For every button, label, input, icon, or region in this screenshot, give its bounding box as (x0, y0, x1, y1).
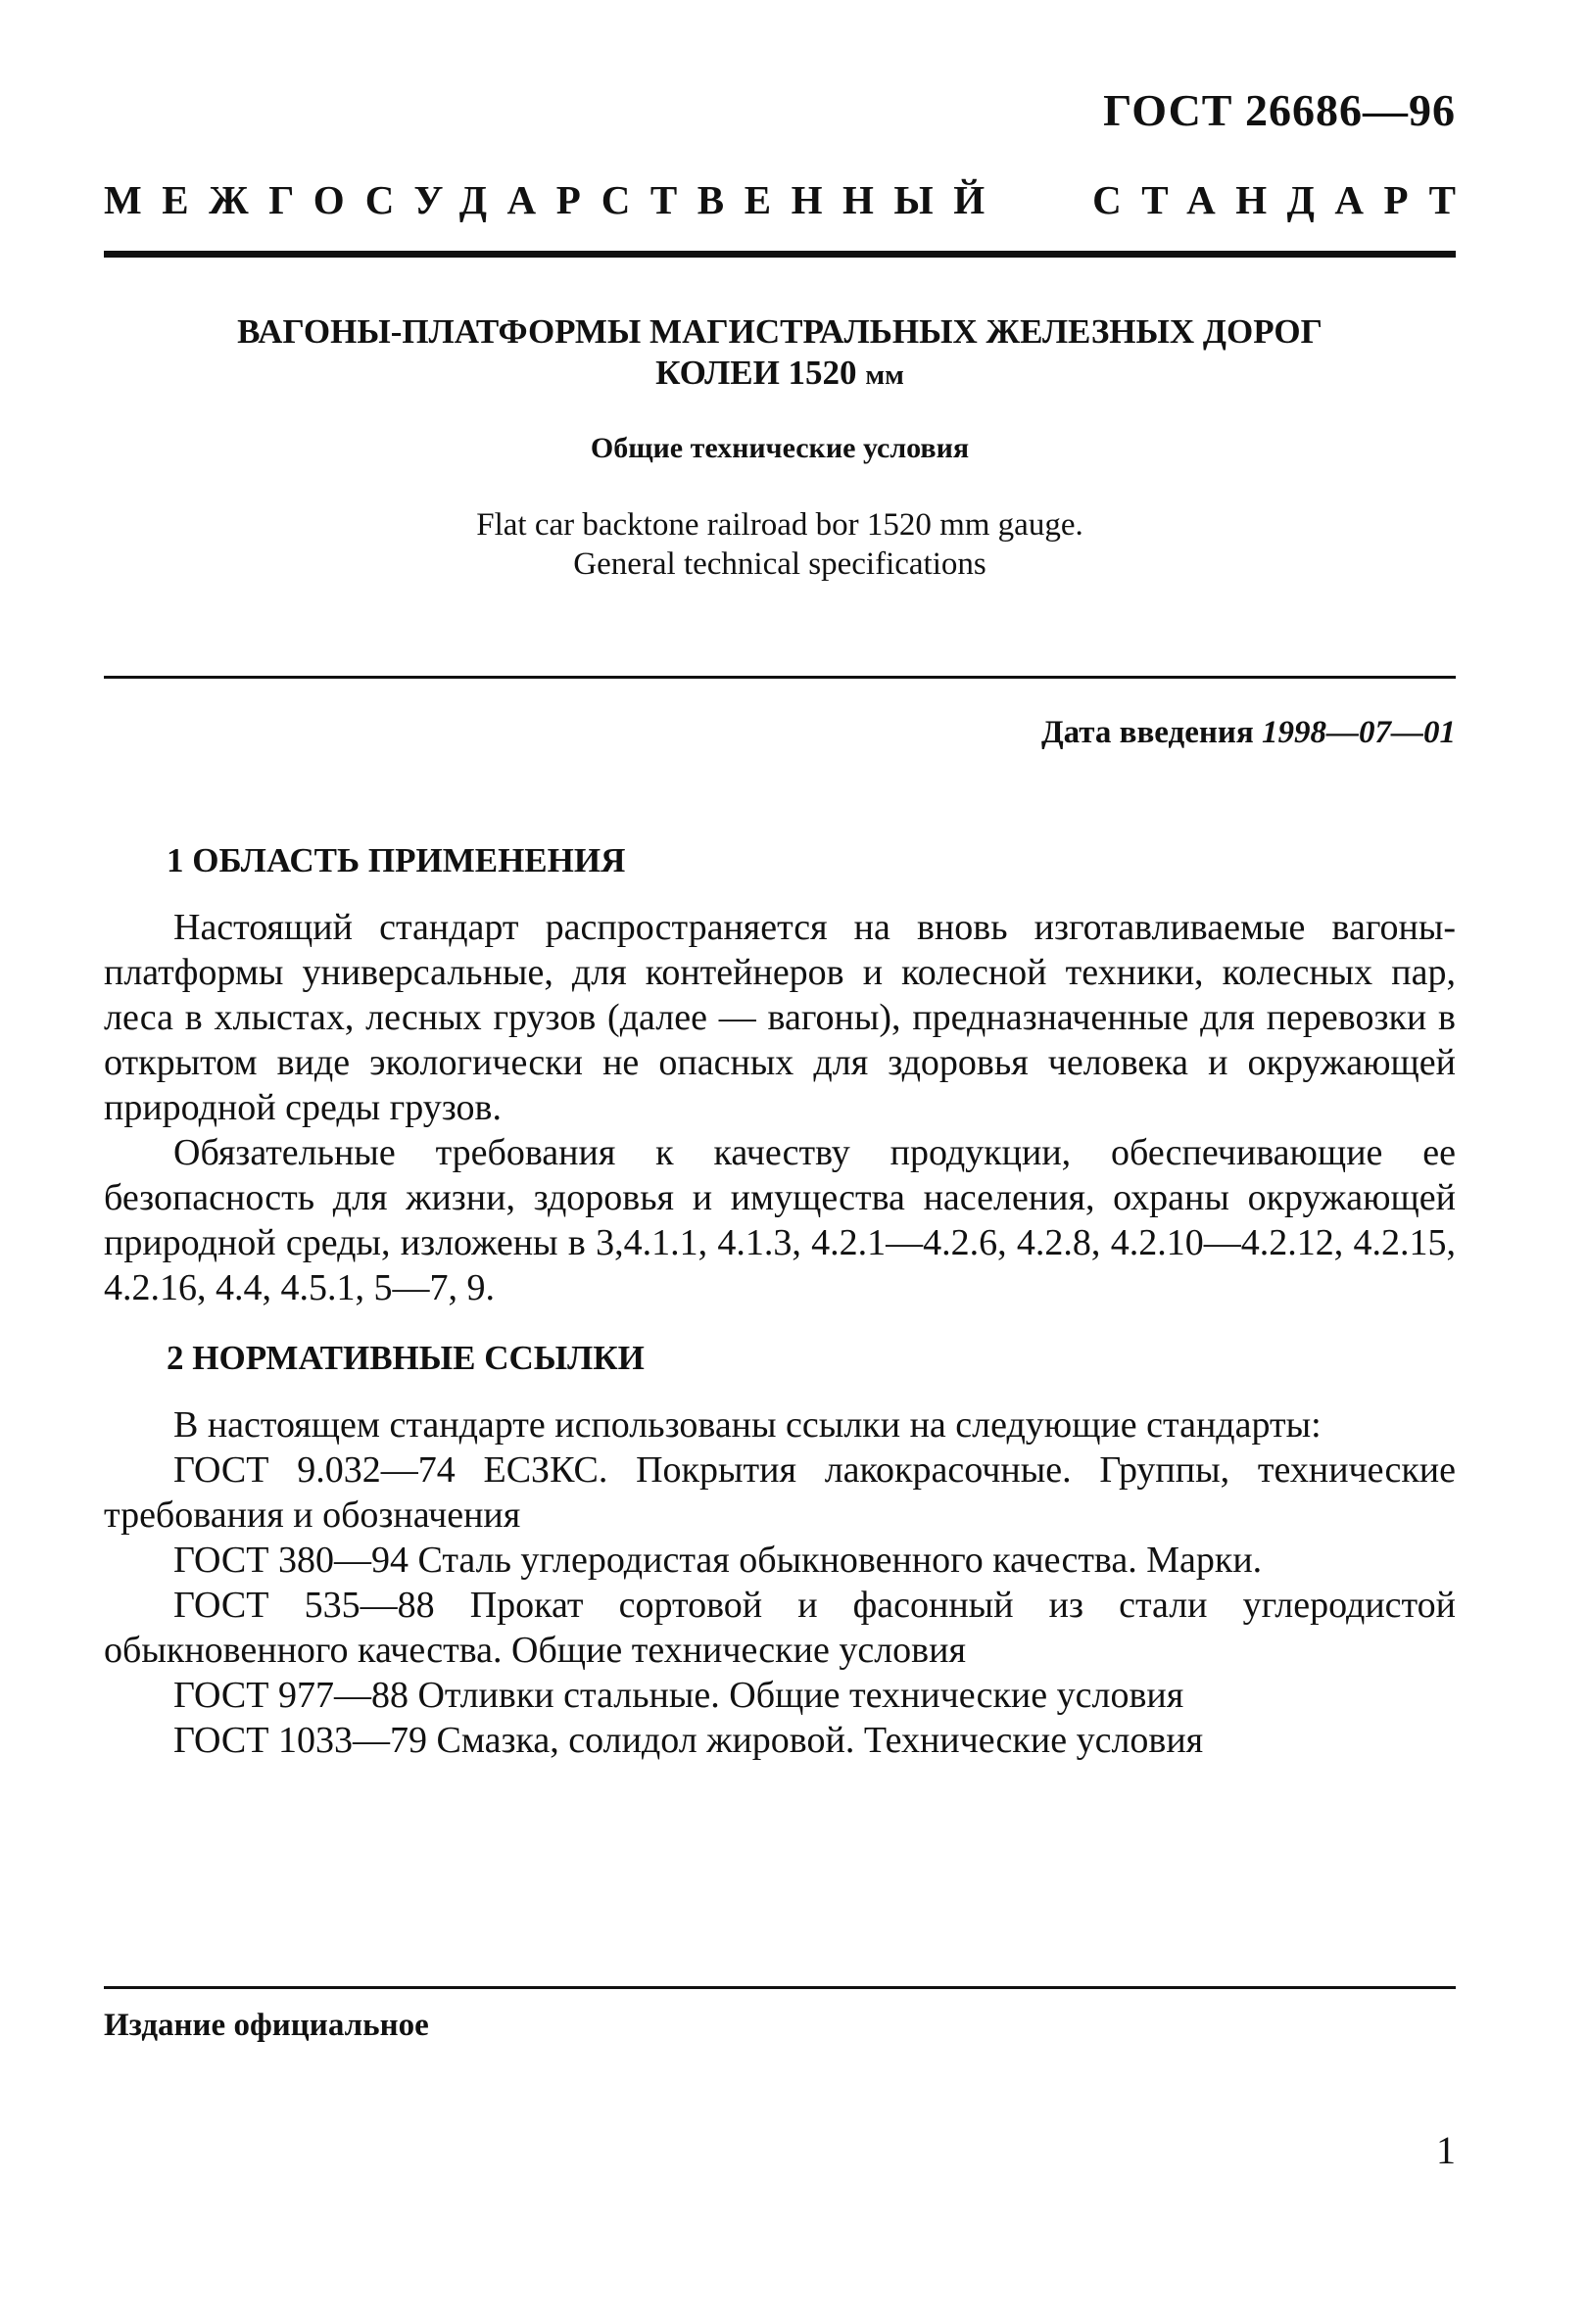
section-2-heading: 2 НОРМАТИВНЫЕ ССЫЛКИ (167, 1339, 645, 1377)
reference-item: ГОСТ 1033—79 Смазка, солидол жировой. Технические условия (173, 1720, 1204, 1761)
page-number: 1 (1436, 2128, 1456, 2172)
reference-item: ГОСТ 380—94 Сталь углеродистая обыкновенного качества. Марки. (173, 1540, 1263, 1581)
standard-banner (104, 176, 1476, 223)
official-edition-note: Издание официальное (104, 2008, 429, 2043)
header-rule (104, 251, 1456, 258)
section-1-paragraph-1: Настоящий стандарт распространяется на вновь изготавливаемые вагоны-платформы универсальные, для контейнеров и колесной техники, колесных пар, леса в хлыстах, лесных грузов (далее — вагоны), предназначенные для перевозки в открытом виде экологически не опасных для здоровья человека и окружающей природной среды грузов. (104, 907, 1456, 1128)
footer-divider (104, 1986, 1456, 1989)
section-1-paragraph-2: Обязательные требования к качеству продукции, обеспечивающие ее безопасность для жизни, здоровья и имущества населения, охраны окружающей природной среды, изложены в 3,4.1.1, 4.1.3, 4.2.1—4.2.6, 4.2.8, 4.2.10—4.2.12, 4.2.15, 4.2.16, 4.4, 4.5.1, 5—7, 9. (104, 1132, 1456, 1308)
reference-item: ГОСТ 977—88 Отливки стальные. Общие технические условия (173, 1675, 1184, 1716)
introduction-date (1041, 713, 1456, 752)
title-block (104, 311, 1456, 584)
document-content (104, 840, 1456, 1763)
english-title-line-1: Flat car backtone railroad bor 1520 mm gauge. (476, 507, 1083, 543)
reference-item: ГОСТ 535—88 Прокат сортовой и фасонный из стали углеродистой обыкновенного качества. Общие технические условия (104, 1585, 1456, 1671)
section-1-heading: 1 ОБЛАСТЬ ПРИМЕНЕНИЯ (167, 841, 626, 879)
document-title-line-1: ВАГОНЫ-ПЛАТФОРМЫ МАГИСТРАЛЬНЫХ ЖЕЛЕЗНЫХ ДОРОГ (237, 312, 1322, 351)
english-title-line-2: General technical specifications (573, 546, 986, 582)
banner-word-standard: СТАНДАРТ (1092, 177, 1476, 222)
introduction-date-value: 1998—07—01 (1262, 715, 1456, 750)
document-number: ГОСТ 26686—96 (1103, 85, 1456, 135)
references-list (104, 1402, 1456, 1763)
reference-item: ГОСТ 9.032—74 ЕСЗКС. Покрытия лакокрасочные. Группы, технические требования и обозначения (104, 1449, 1456, 1536)
references-intro: В настоящем стандарте использованы ссылки на следующие стандарты: (173, 1404, 1322, 1446)
title-gauge-text: КОЛЕИ 1520 (655, 354, 866, 392)
banner-word-interstate: МЕЖГОСУДАРСТВЕННЫЙ (104, 177, 1005, 222)
document-subtitle: Общие технические условия (590, 432, 970, 464)
document-title-line-2 (104, 353, 1456, 396)
title-gauge-unit: мм (865, 359, 904, 391)
english-title (104, 505, 1456, 584)
introduction-date-label: Дата введения (1040, 715, 1262, 750)
title-divider (104, 676, 1456, 679)
